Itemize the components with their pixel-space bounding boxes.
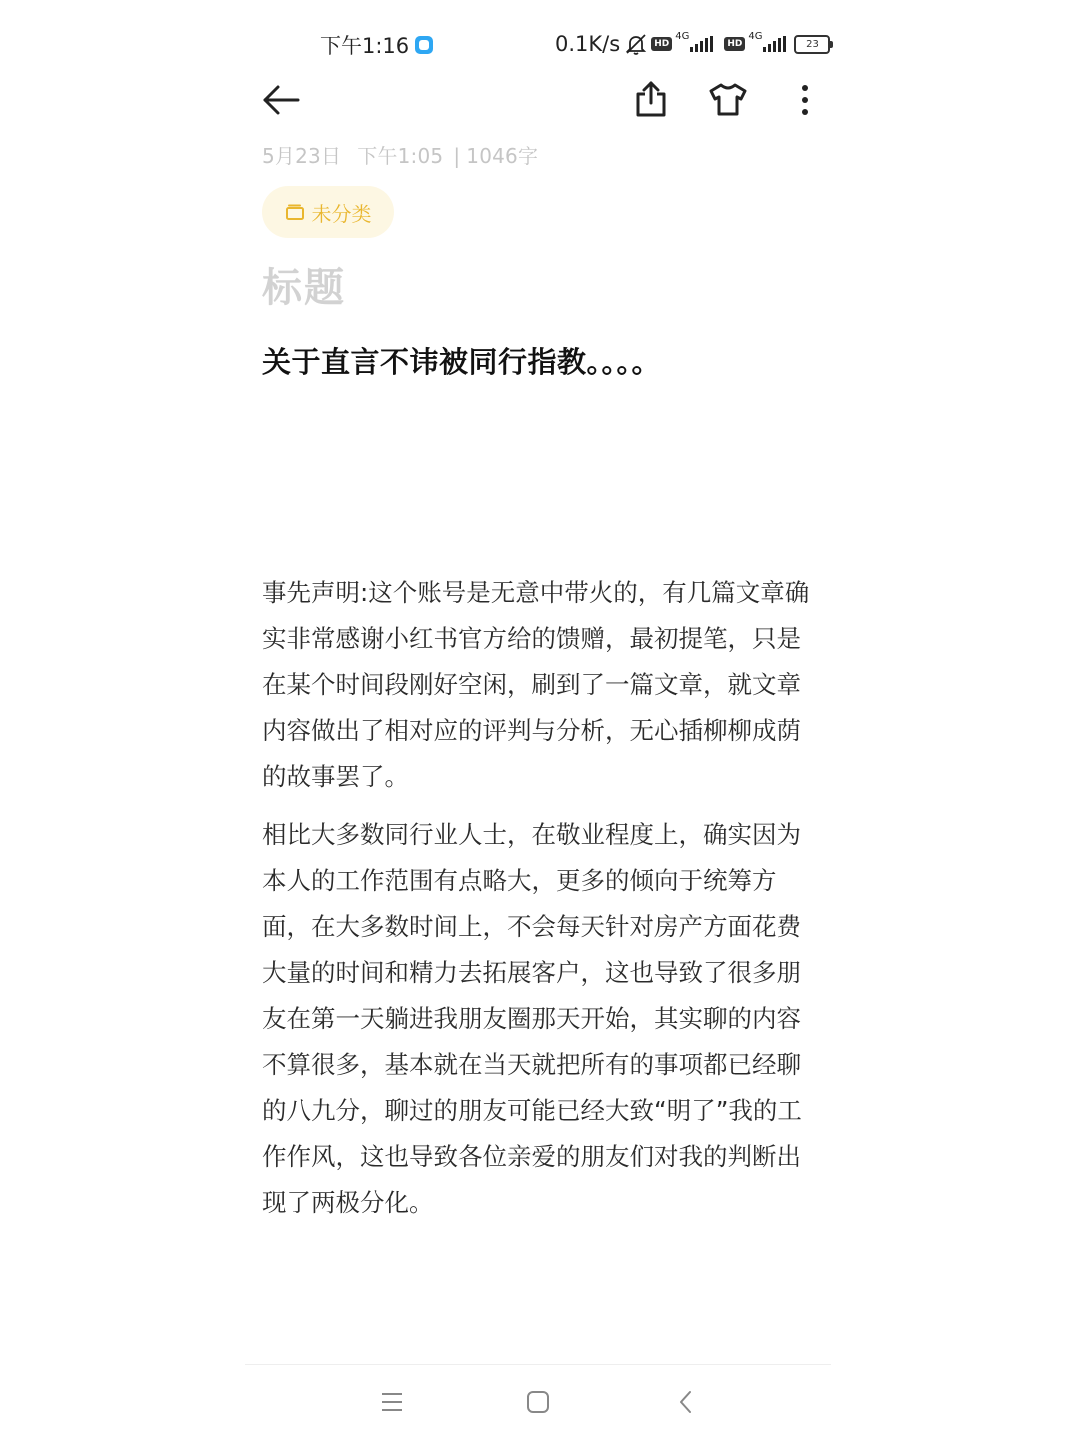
- net-speed: 0.1K/s: [555, 32, 621, 56]
- nav-divider: [245, 1364, 831, 1365]
- mute-bell-icon: [624, 33, 648, 55]
- note-date: 5月23日: [262, 144, 342, 168]
- more-vertical-icon[interactable]: [798, 84, 812, 116]
- note-meta: [262, 140, 554, 169]
- arrow-left-icon[interactable]: [262, 84, 300, 116]
- note-body[interactable]: [262, 570, 822, 1238]
- body-paragraph-2: 相比大多数同行业人士，在敬业程度上，确实因为本人的工作范围有点略大，更多的倾向于统筹方面，在大多数时间上，不会每天针对房产方面花费大量的时间和精力去拓展客户，这也导致了很多朋友在第一天躺进我朋友圈那天开始，其实聊的内容不算很多，基本就在当天就把所有的事项都已经聊的八九分，聊过的朋友可能已经大致“明了”我的工作作风，这也导致各位亲爱的朋友们对我的判断出现了两极分化。: [262, 820, 802, 1217]
- menu-icon[interactable]: [380, 1390, 404, 1414]
- signal-icon-1: [690, 36, 715, 52]
- status-time-text: 下午1:16: [320, 34, 410, 58]
- meta-separator: |: [453, 144, 461, 168]
- folder-icon: [285, 203, 305, 221]
- category-label: 未分类: [311, 201, 372, 226]
- network-type-1: 4G: [675, 30, 690, 42]
- share-icon[interactable]: [634, 80, 668, 118]
- body-paragraph-1: 事先声明:这个账号是无意中带火的，有几篇文章确实非常感谢小红书官方给的馈赠，最初提笔，只是在某个时间段刚好空闲，刷到了一篇文章，就文章内容做出了相对应的评判与分析，无心插柳柳成荫的故事罢了。: [262, 578, 810, 791]
- note-time: 下午1:05: [357, 144, 444, 168]
- network-type-2: 4G: [748, 30, 763, 42]
- title-input[interactable]: 标题: [262, 265, 346, 311]
- app-notification-icon: [415, 36, 433, 54]
- status-time: [320, 30, 433, 60]
- category-chip[interactable]: [262, 186, 394, 238]
- shirt-icon[interactable]: [708, 82, 748, 116]
- status-indicators: [555, 30, 830, 58]
- battery-icon: 23: [794, 35, 830, 54]
- hd-badge-1: HD: [651, 37, 672, 51]
- signal-icon-2: [763, 36, 788, 52]
- note-heading[interactable]: 关于直言不讳被同行指教。。。。: [262, 345, 662, 379]
- home-icon[interactable]: [526, 1390, 550, 1414]
- hd-badge-2: HD: [724, 37, 745, 51]
- back-chevron-icon[interactable]: [676, 1390, 696, 1414]
- word-count: 1046字: [466, 144, 539, 168]
